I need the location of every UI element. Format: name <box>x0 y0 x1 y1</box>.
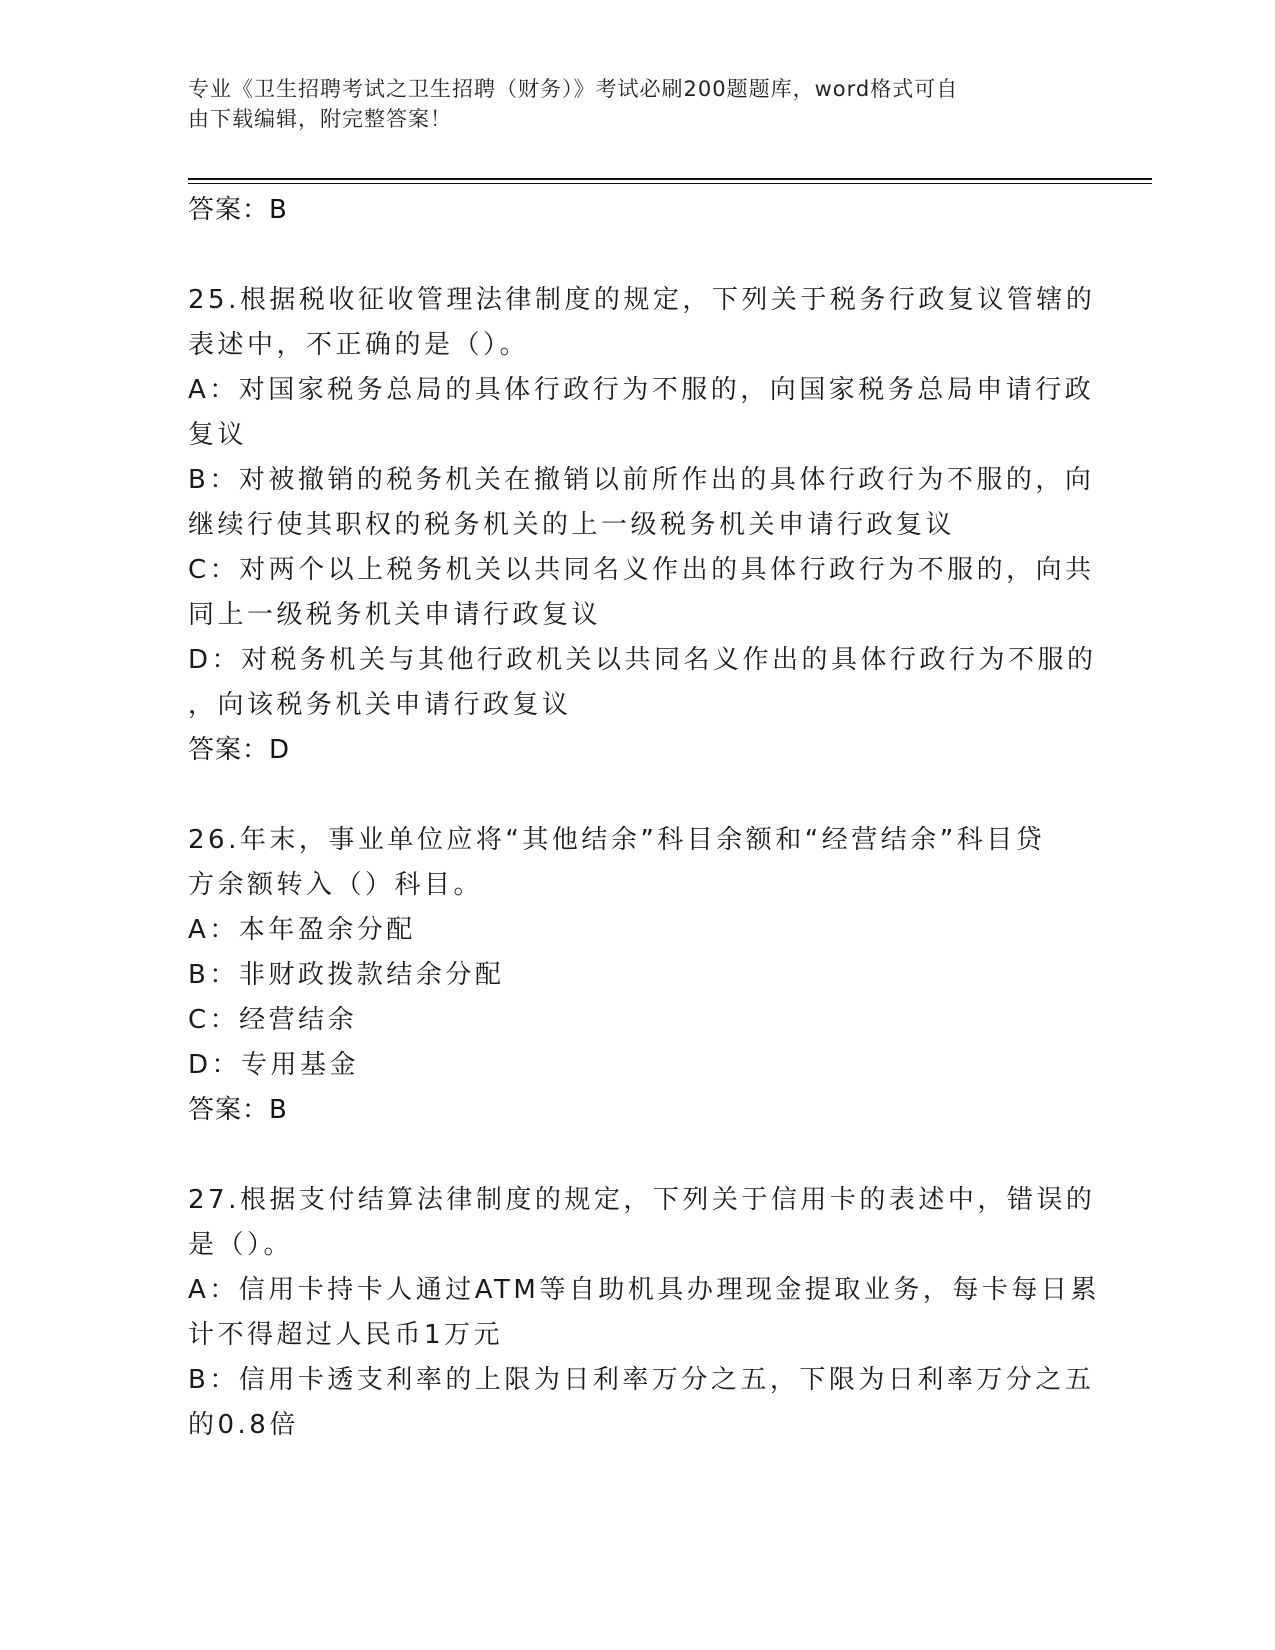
question-stem: 26.年末，事业单位应将“其他结余”科目余额和“经营结余”科目贷 <box>188 825 1046 855</box>
option-d: D：专用基金 <box>188 1050 360 1080</box>
option-a: A：对国家税务总局的具体行政行为不服的，向国家税务总局申请行政 <box>188 375 1095 405</box>
question-list <box>188 188 1100 1448</box>
header-rule-thick <box>188 178 1152 180</box>
option-c: C：对两个以上税务机关以共同名义作出的具体行政行为不服的，向共 <box>188 555 1095 585</box>
question-stem: 方余额转入（）科目。 <box>188 870 484 900</box>
document-header <box>188 74 1068 134</box>
answer-label: 答案：D <box>188 735 291 765</box>
header-line-1: 专业《卫生招聘考试之卫生招聘（财务）》考试必刷200题题库，word格式可自 <box>188 77 959 101</box>
header-rule-thin <box>188 183 1152 184</box>
spacer <box>188 773 1068 818</box>
option-a: A：本年盈余分配 <box>188 915 416 945</box>
question-27 <box>188 1178 1100 1448</box>
previous-answer: 答案：B <box>188 195 288 225</box>
spacer <box>188 1133 1068 1178</box>
option-a: 复议 <box>188 420 248 450</box>
answer-label: 答案：B <box>188 1095 288 1125</box>
question-stem: 27.根据支付结算法律制度的规定，下列关于信用卡的表述中，错误的 <box>188 1185 1096 1215</box>
option-b: 的0.8倍 <box>188 1410 299 1440</box>
option-c: 同上一级税务机关申请行政复议 <box>188 600 602 630</box>
question-25 <box>188 278 1097 773</box>
spacer <box>188 233 1068 278</box>
question-stem: 25.根据税收征收管理法律制度的规定，下列关于税务行政复议管辖的 <box>188 285 1096 315</box>
question-stem: 表述中，不正确的是（）。 <box>188 330 530 360</box>
option-d: D：对税务机关与其他行政机关以共同名义作出的具体行政行为不服的 <box>188 645 1097 675</box>
question-26 <box>188 818 1068 1133</box>
option-c: C：经营结余 <box>188 1005 358 1035</box>
option-b: 继续行使其职权的税务机关的上一级税务机关申请行政复议 <box>188 510 956 540</box>
option-b: B：非财政拨款结余分配 <box>188 960 505 990</box>
question-stem: 是（）。 <box>188 1230 294 1260</box>
header-line-2: 由下载编辑，附完整答案！ <box>188 107 452 131</box>
option-b: B：对被撤销的税务机关在撤销以前所作出的具体行政行为不服的，向 <box>188 465 1095 495</box>
option-a: A：信用卡持卡人通过ATM等自助机具办理现金提取业务，每卡每日累 <box>188 1275 1100 1305</box>
option-d: ，向该税务机关申请行政复议 <box>188 690 572 720</box>
option-b: B：信用卡透支利率的上限为日利率万分之五，下限为日利率万分之五 <box>188 1365 1095 1395</box>
option-a: 计不得超过人民币1万元 <box>188 1320 504 1350</box>
